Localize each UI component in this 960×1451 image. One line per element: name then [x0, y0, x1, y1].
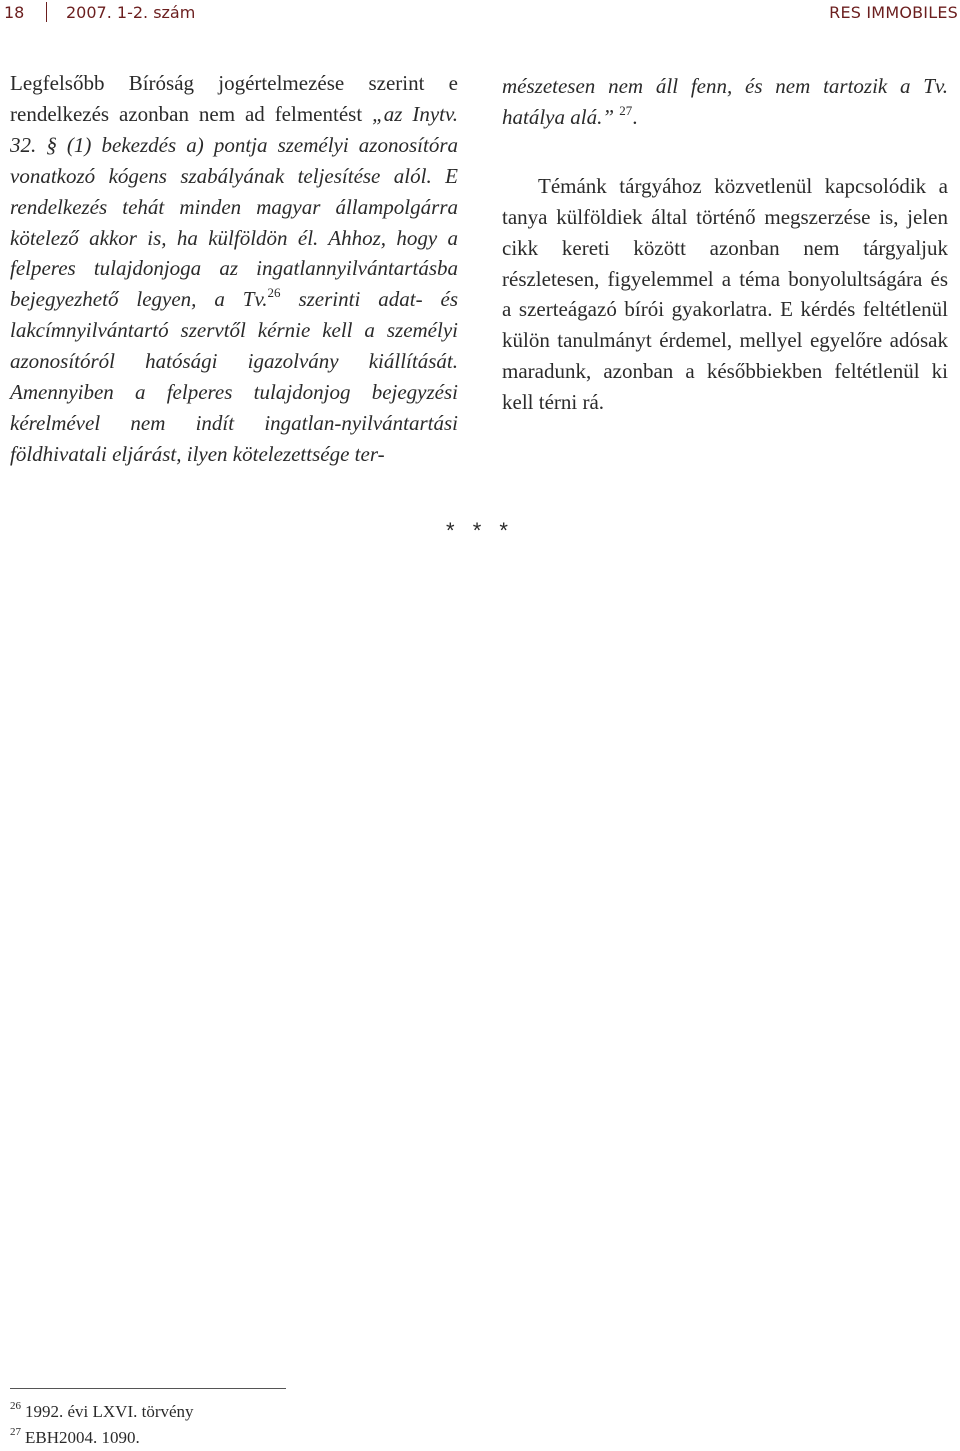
section-separator: * * *: [446, 518, 514, 543]
left-column: [10, 68, 458, 470]
journal-title: RES IMMOBILES: [829, 3, 958, 22]
footnote-ref-27[interactable]: 27: [619, 102, 633, 118]
header-divider: [46, 2, 47, 22]
footnote-number: 27: [10, 1426, 21, 1439]
footnote-text: EBH2004. 1090.: [25, 1428, 140, 1447]
page-header: [0, 0, 960, 26]
footnotes: [10, 1399, 410, 1451]
footnote-number: 26: [10, 1400, 21, 1413]
footnote-ref-26[interactable]: 26: [267, 285, 281, 301]
quoted-ruling-end: mészetesen nem áll fenn, és nem tartozik a Tv. hatálya alá.”: [502, 74, 948, 129]
body-paragraph: Témánk tárgyához közvetlenül kapcsolódik a tanya külföldiek által történő megszerzése is, jelen cikk kereti között azonban nem tárgyaljuk részletesen, figyelemmel a téma bonyolultságára és a szerteágazó bírói gyakorlatra. E kérdés feltétlenül külön tanulmányt érdemel, mellyel egyelőre adósak maradunk, azonban a későbbiekben feltétlenül ki kell térni rá.: [502, 173, 948, 415]
right-column: [502, 71, 948, 418]
issue-label: 2007. 1-2. szám: [66, 3, 196, 22]
footnote-text: 1992. évi LXVI. törvény: [25, 1402, 194, 1421]
footnote-26: [10, 1399, 410, 1425]
page-number: 18: [4, 3, 25, 22]
right-column-continuation: [502, 71, 948, 133]
quote-end-period: .: [632, 104, 638, 129]
quoted-ruling-text-continued: szerinti adat- és lakcímnyilvántartó szervtől kérnie kell a személyi azonosítóról hatósági igazolvány kiállítását. Amennyiben a felperes tulajdonjog bejegyzési kérelmével nem indít ingatlan-nyilvántartási földhivatali eljárást, ilyen kötelezettsége ter-: [10, 287, 458, 466]
footnote-27: [10, 1425, 410, 1451]
footnote-divider: [10, 1388, 286, 1389]
body-text-upright: Legfelsőbb Bíróság jogértelmezése szerint e rendelkezés azonban nem ad felmentést: [10, 71, 458, 126]
left-column-paragraph: [10, 68, 458, 470]
quoted-ruling-text: „az Inytv. 32. § (1) bekezdés a) pontja személyi azonosítóra vonatkozó kógens szabályának teljesítése alól. E rendelkezés tehát minden magyar állampolgárra kötelező akkor is, ha külföldön él. Ahhoz, hogy a felperes tulajdonjoga az ingatlannyilvántartásba bejegyezhető legyen, a Tv.: [10, 101, 459, 312]
